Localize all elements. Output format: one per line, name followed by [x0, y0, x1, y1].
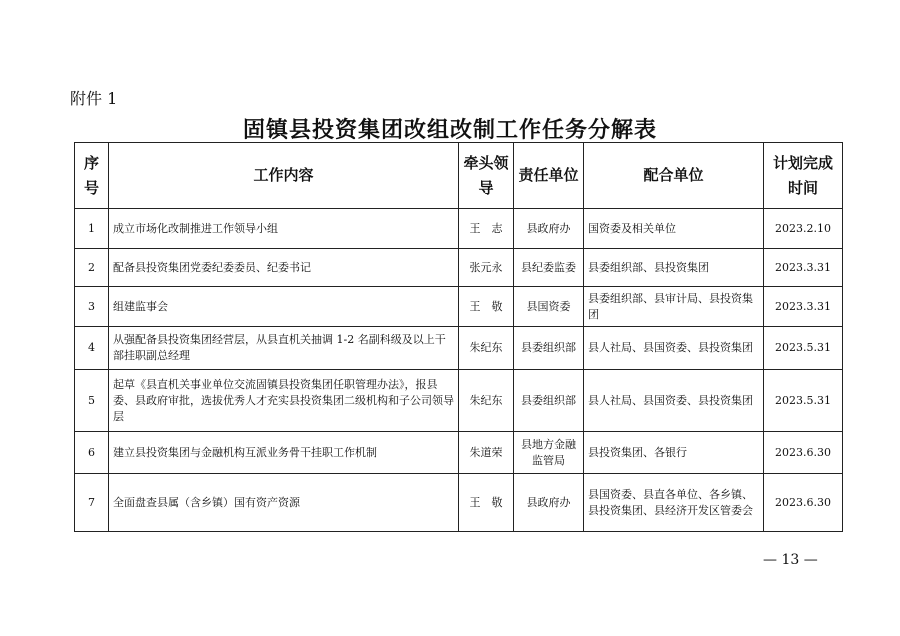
- row-date: 2023.2.10: [764, 209, 843, 249]
- row-no: 6: [75, 432, 109, 474]
- row-date: 2023.6.30: [764, 474, 843, 532]
- row-responsible: 县政府办: [514, 209, 584, 249]
- row-content: 起草《县直机关事业单位交流固镇县投资集团任职管理办法》，报县委、县政府审批，选拔优秀人才充实县投资集团二级机构和子公司领导层: [109, 370, 459, 432]
- row-responsible: 县委组织部: [514, 370, 584, 432]
- row-lead: 朱道荣: [459, 432, 514, 474]
- row-lead: 王 敬: [459, 287, 514, 327]
- row-cooperate: 县国资委、县直各单位、各乡镇、县投资集团、县经济开发区管委会: [584, 474, 764, 532]
- row-cooperate: 县人社局、县国资委、县投资集团: [584, 327, 764, 370]
- row-no: 4: [75, 327, 109, 370]
- row-cooperate: 县投资集团、各银行: [584, 432, 764, 474]
- row-content: 从强配备县投资集团经营层，从县直机关抽调 1-2 名副科级及以上干部挂职副总经理: [109, 327, 459, 370]
- row-date: 2023.3.31: [764, 287, 843, 327]
- row-no: 5: [75, 370, 109, 432]
- row-content: 全面盘查县属（含乡镇）国有资产资源: [109, 474, 459, 532]
- row-no: 3: [75, 287, 109, 327]
- row-no: 1: [75, 209, 109, 249]
- row-content: 组建监事会: [109, 287, 459, 327]
- header-lead: 牵头领导: [459, 143, 514, 209]
- row-lead: 朱纪东: [459, 370, 514, 432]
- row-cooperate: 国资委及相关单位: [584, 209, 764, 249]
- row-no: 7: [75, 474, 109, 532]
- page-number: — 13 —: [763, 552, 818, 568]
- row-date: 2023.3.31: [764, 249, 843, 287]
- row-cooperate: 县委组织部、县审计局、县投资集团: [584, 287, 764, 327]
- row-responsible: 县政府办: [514, 474, 584, 532]
- header-content: 工作内容: [109, 143, 459, 209]
- table-header-row: [75, 143, 843, 209]
- table-row: [75, 249, 843, 287]
- table-row: [75, 370, 843, 432]
- row-date: 2023.5.31: [764, 327, 843, 370]
- row-date: 2023.6.30: [764, 432, 843, 474]
- table-row: [75, 209, 843, 249]
- table-row: [75, 474, 843, 532]
- row-responsible: 县委组织部: [514, 327, 584, 370]
- row-lead: 王 敬: [459, 474, 514, 532]
- row-lead: 张元永: [459, 249, 514, 287]
- row-lead: 王 志: [459, 209, 514, 249]
- document-title: 固镇县投资集团改组改制工作任务分解表: [242, 117, 657, 143]
- header-responsible: 责任单位: [514, 143, 584, 209]
- row-cooperate: 县人社局、县国资委、县投资集团: [584, 370, 764, 432]
- table-row: [75, 432, 843, 474]
- row-content: 成立市场化改制推进工作领导小组: [109, 209, 459, 249]
- row-content: 建立县投资集团与金融机构互派业务骨干挂职工作机制: [109, 432, 459, 474]
- row-responsible: 县国资委: [514, 287, 584, 327]
- attachment-label: 附件 1: [70, 89, 118, 108]
- row-no: 2: [75, 249, 109, 287]
- row-cooperate: 县委组织部、县投资集团: [584, 249, 764, 287]
- table-row: [75, 287, 843, 327]
- row-content: 配备县投资集团党委纪委委员、纪委书记: [109, 249, 459, 287]
- row-date: 2023.5.31: [764, 370, 843, 432]
- header-date: 计划完成时间: [764, 143, 843, 209]
- row-responsible: 县地方金融监管局: [514, 432, 584, 474]
- task-table: [74, 142, 843, 532]
- header-no: 序号: [75, 143, 109, 209]
- header-cooperate: 配合单位: [584, 143, 764, 209]
- row-lead: 朱纪东: [459, 327, 514, 370]
- table-row: [75, 327, 843, 370]
- row-responsible: 县纪委监委: [514, 249, 584, 287]
